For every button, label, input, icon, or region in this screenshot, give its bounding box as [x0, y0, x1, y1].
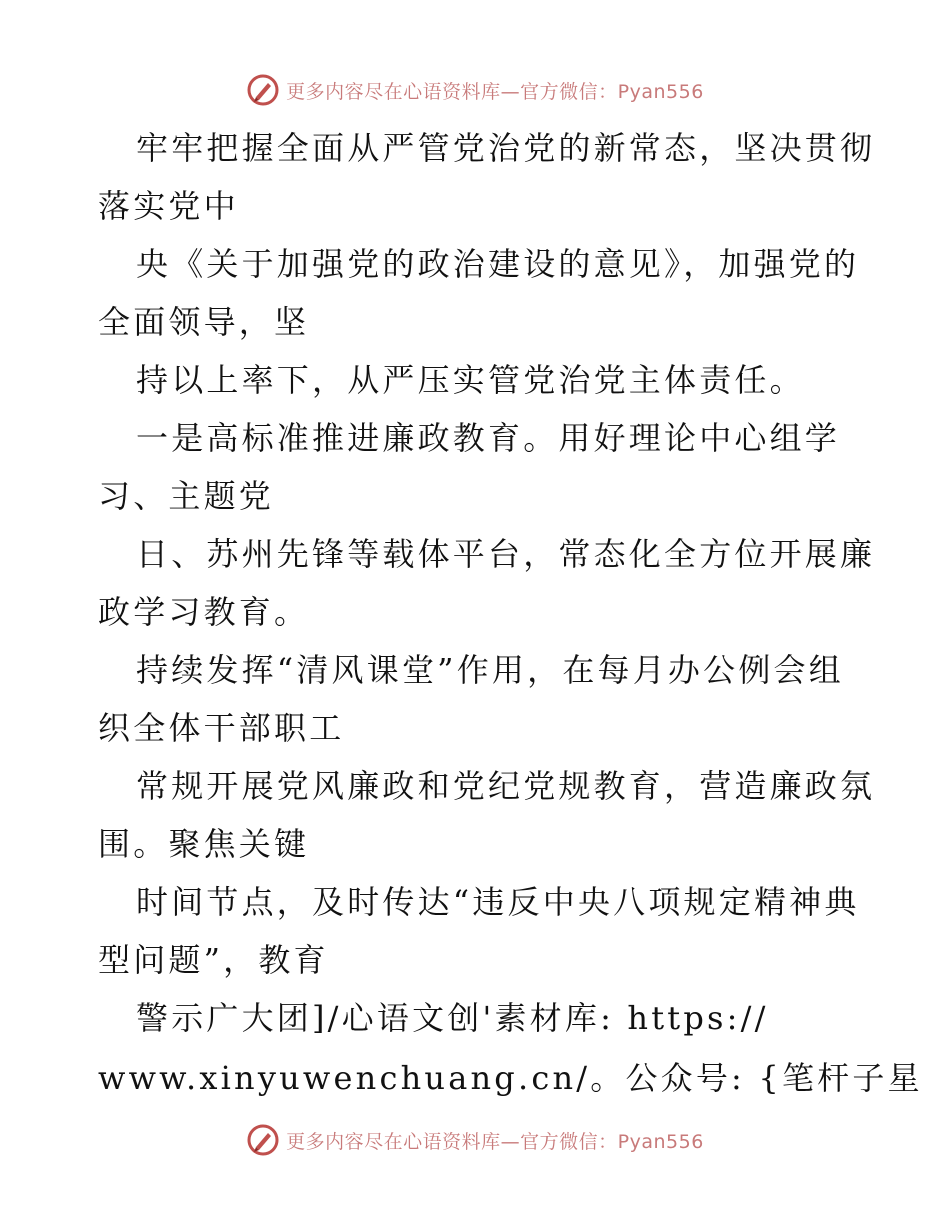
- body-line: 时间节点，及时传达“违反中央八项规定精神典: [136, 883, 860, 921]
- body-line: 落实党中: [98, 187, 239, 225]
- body-line: 围。聚焦关键: [98, 825, 310, 863]
- header-watermark-text: 更多内容尽在心语资料库—官方微信：Pyan556: [286, 80, 704, 103]
- body-line: 型问题”，教育: [98, 941, 329, 979]
- footer-watermark-text: 更多内容尽在心语资料库—官方微信：Pyan556: [286, 1130, 704, 1153]
- footer-watermark-banner: [0, 1120, 950, 1160]
- header-watermark-banner: [0, 70, 950, 110]
- body-line: 日、苏州先锋等载体平台，常态化全方位开展廉: [136, 535, 876, 573]
- body-line: 常规开展党风廉政和党纪党规教育，营造廉政氛: [136, 767, 876, 805]
- body-line: 警示广大团]/心语文创'素材库: https://: [136, 999, 769, 1037]
- body-line: 持以上率下，从严压实管党治党主体责任。: [136, 361, 805, 399]
- body-line: 习、主题党: [98, 477, 275, 515]
- body-line: 织全体干部职工: [98, 709, 345, 747]
- body-line: 牢牢把握全面从严管党治党的新常态，坚决贯彻: [136, 129, 876, 167]
- body-line: 政学习教育。: [98, 593, 310, 631]
- body-line: 持续发挥“清风课堂”作用，在每月办公例会组: [136, 651, 844, 689]
- body-line: 央《关于加强党的政治建设的意见》，加强党的: [136, 245, 860, 283]
- body-line: www.xinyuwenchuang.cn/。公众号: {笔杆子星: [98, 1059, 923, 1097]
- pen-logo-icon: [246, 1123, 280, 1157]
- pen-logo-icon: [246, 73, 280, 107]
- body-line: 一是高标准推进廉政教育。用好理论中心组学: [136, 419, 841, 457]
- body-line: 全面领导，坚: [98, 303, 310, 341]
